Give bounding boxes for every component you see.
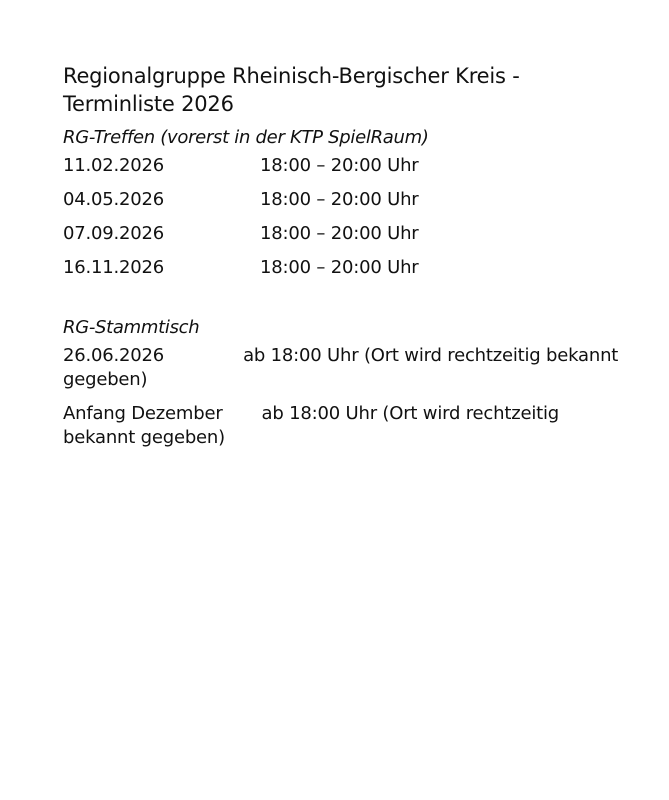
list-item xyxy=(63,154,623,178)
list-item xyxy=(63,222,623,246)
event-date: 26.06.2026 xyxy=(63,345,165,366)
section-rg-treffen xyxy=(63,126,623,280)
page-title: Regionalgruppe Rheinisch-Bergischer Kreis - Terminliste 2026 xyxy=(63,64,520,116)
event-date: Anfang Dezember xyxy=(63,403,223,424)
event-date: 04.05.2026 xyxy=(63,189,165,210)
list-item xyxy=(63,402,623,450)
event-time: ab 18:00 Uhr (Ort wird rechtzeitig bekannt gegeben) xyxy=(63,345,619,390)
section-heading: RG-Treffen (vorerst in der KTP SpielRaum) xyxy=(63,127,429,148)
section-spacer xyxy=(63,290,623,316)
event-time: 18:00 – 20:00 Uhr xyxy=(260,223,419,244)
section-heading: RG-Stammtisch xyxy=(63,317,200,338)
event-date: 07.09.2026 xyxy=(63,223,165,244)
event-time: 18:00 – 20:00 Uhr xyxy=(260,257,419,278)
event-date: 16.11.2026 xyxy=(63,257,165,278)
event-time: 18:00 – 20:00 Uhr xyxy=(260,155,419,176)
document-page xyxy=(63,62,623,460)
list-item xyxy=(63,256,623,280)
list-item xyxy=(63,344,623,392)
event-time: ab 18:00 Uhr (Ort wird rechtzeitig bekannt gegeben) xyxy=(63,403,559,448)
event-date: 11.02.2026 xyxy=(63,155,165,176)
section-rg-stammtisch xyxy=(63,316,623,450)
list-item xyxy=(63,188,623,212)
event-time: 18:00 – 20:00 Uhr xyxy=(260,189,419,210)
